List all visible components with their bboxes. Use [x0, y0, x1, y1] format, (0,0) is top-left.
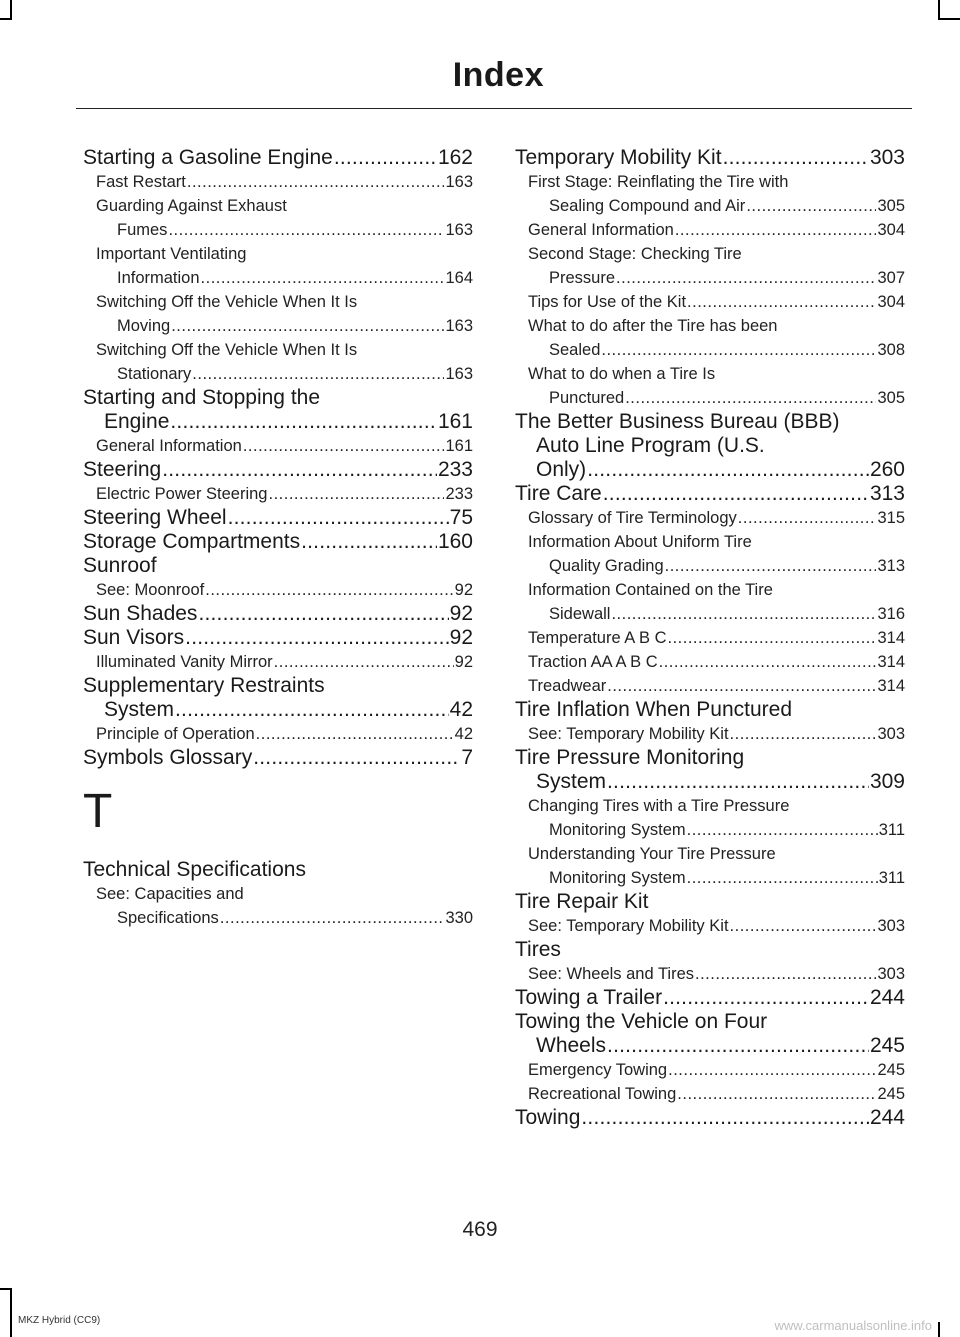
entry-line: [515, 842, 905, 866]
entry-line: [83, 650, 473, 674]
entry-line: [515, 1058, 905, 1082]
index-entry: [83, 858, 473, 882]
index-entry: [515, 482, 905, 506]
entry-text: Sun Shades: [83, 602, 198, 625]
entry-line: [515, 146, 905, 170]
index-entry: [83, 506, 473, 530]
entry-text: Symbols Glossary: [83, 746, 253, 769]
entry-line: [515, 506, 905, 530]
entry-line: [83, 458, 473, 482]
crop-mark: [0, 1288, 12, 1290]
index-column-left: [83, 146, 473, 930]
entry-line: [515, 866, 905, 890]
entry-text: Information: [117, 269, 200, 287]
page-ref: 42: [449, 698, 473, 721]
entry-text: General Information: [96, 437, 242, 455]
dot-leader: [723, 146, 869, 170]
index-entry: [83, 626, 473, 650]
entry-line: [515, 770, 905, 794]
entry-text: Sunroof: [83, 554, 157, 577]
entry-line: [83, 290, 473, 314]
page-ref: 245: [877, 1085, 905, 1103]
page-ref: 311: [878, 869, 905, 887]
entry-line: [515, 914, 905, 938]
page-ref: 163: [445, 365, 473, 383]
index-entry: [515, 1106, 905, 1130]
index-entry: [515, 410, 905, 482]
entry-line: [83, 338, 473, 362]
entry-text: Punctured: [549, 389, 625, 407]
entry-line: [515, 674, 905, 698]
entry-line: [515, 1010, 905, 1034]
index-subentry: [83, 882, 473, 930]
index-subentry: [515, 722, 905, 746]
dot-leader: [611, 602, 876, 626]
entry-text: Starting and Stopping the: [83, 386, 321, 409]
entry-text: Changing Tires with a Tire Pressure: [528, 797, 790, 815]
entry-text: Glossary of Tire Terminology: [528, 509, 737, 527]
page-ref: 314: [877, 629, 905, 647]
index-subentry: [515, 362, 905, 410]
entry-text: Monitoring System: [549, 821, 686, 839]
entry-text: Traction AA A B C: [528, 653, 658, 671]
page-ref: 92: [449, 626, 473, 649]
index-subentry: [83, 650, 473, 674]
entry-line: [515, 1082, 905, 1106]
page-ref: 92: [454, 653, 473, 671]
page-ref: 162: [437, 146, 473, 169]
entry-line: [515, 170, 905, 194]
index-subentry: [83, 482, 473, 506]
entry-text: See: Capacities and: [96, 885, 244, 903]
entry-line: [515, 314, 905, 338]
entry-text: Only): [536, 458, 587, 481]
crop-mark: [10, 0, 12, 18]
entry-text: Tips for Use of the Kit: [528, 293, 687, 311]
entry-line: [515, 434, 905, 458]
index-subentry: [515, 218, 905, 242]
entry-line: [83, 218, 473, 242]
entry-line: [515, 458, 905, 482]
entry-text: Fast Restart: [96, 173, 186, 191]
entry-text: Temperature A B C: [528, 629, 667, 647]
page-ref: 7: [461, 746, 473, 769]
entry-line: [515, 578, 905, 602]
index-column-right: [515, 146, 905, 1130]
crop-mark: [938, 0, 940, 18]
page-ref: 164: [445, 269, 473, 287]
dot-leader: [730, 722, 877, 746]
entry-line: [515, 194, 905, 218]
index-subentry: [515, 506, 905, 530]
entry-line: [83, 146, 473, 170]
dot-leader: [269, 482, 445, 506]
entry-text: Specifications: [117, 909, 219, 927]
page-ref: 245: [877, 1061, 905, 1079]
page-ref: 313: [877, 557, 905, 575]
index-entry: [515, 938, 905, 962]
entry-line: [515, 338, 905, 362]
page-ref: 161: [437, 410, 473, 433]
entry-text: Electric Power Steering: [96, 485, 268, 503]
page-ref: 308: [877, 341, 905, 359]
page-ref: 233: [437, 458, 473, 481]
page-ref: 307: [877, 269, 905, 287]
entry-text: Steering: [83, 458, 162, 481]
entry-line: [515, 938, 905, 962]
dot-leader: [205, 578, 453, 602]
entry-text: First Stage: Reinflating the Tire with: [528, 173, 789, 191]
entry-text: Wheels: [536, 1034, 607, 1057]
page-ref: 163: [445, 173, 473, 191]
dot-leader: [695, 962, 876, 986]
dot-leader: [603, 482, 869, 506]
index-subentry: [83, 338, 473, 386]
entry-text: What to do when a Tire Is: [528, 365, 716, 383]
index-entry: [515, 698, 905, 722]
entry-text: Tire Pressure Monitoring: [515, 746, 745, 769]
entry-line: [515, 818, 905, 842]
dot-leader: [187, 170, 445, 194]
page-ref: 244: [869, 1106, 905, 1129]
page-ref: 315: [877, 509, 905, 527]
index-entry: [83, 458, 473, 482]
index-subentry: [515, 674, 905, 698]
entry-line: [515, 650, 905, 674]
entry-line: [83, 722, 473, 746]
entry-line: [83, 698, 473, 722]
index-entry: [515, 1010, 905, 1058]
entry-line: [515, 242, 905, 266]
entry-line: [83, 314, 473, 338]
entry-line: [83, 362, 473, 386]
crop-mark: [938, 1322, 940, 1337]
entry-line: [83, 882, 473, 906]
index-entry: [515, 890, 905, 914]
title-divider: [76, 108, 912, 109]
entry-line: [83, 530, 473, 554]
dot-leader: [675, 218, 877, 242]
entry-text: System: [104, 698, 175, 721]
dot-leader: [185, 626, 448, 650]
entry-text: System: [536, 770, 607, 793]
index-subentry: [83, 170, 473, 194]
entry-text: Towing a Trailer: [515, 986, 663, 1009]
page-ref: 303: [869, 146, 905, 169]
entry-line: [515, 290, 905, 314]
entry-text: See: Moonroof: [96, 581, 205, 599]
page-ref: 330: [445, 909, 473, 927]
dot-leader: [687, 290, 876, 314]
entry-line: [515, 266, 905, 290]
index-subentry: [515, 962, 905, 986]
page-ref: 161: [445, 437, 473, 455]
page-ref: 316: [877, 605, 905, 623]
entry-text: Sun Visors: [83, 626, 185, 649]
index-subentry: [515, 1082, 905, 1106]
entry-text: What to do after the Tire has been: [528, 317, 778, 335]
index-subentry: [515, 170, 905, 218]
page-ref: 305: [877, 197, 905, 215]
entry-text: Starting a Gasoline Engine: [83, 146, 333, 169]
dot-leader: [198, 602, 448, 626]
entry-line: [83, 554, 473, 578]
page-ref: 244: [869, 986, 905, 1009]
dot-leader: [665, 554, 877, 578]
index-subentry: [515, 530, 905, 578]
entry-text: Understanding Your Tire Pressure: [528, 845, 776, 863]
page-ref: 314: [877, 653, 905, 671]
entry-text: Sidewall: [549, 605, 611, 623]
index-entry: [83, 146, 473, 170]
page-ref: 92: [454, 581, 473, 599]
dot-leader: [171, 314, 444, 338]
dot-leader: [668, 1058, 876, 1082]
entry-line: [515, 722, 905, 746]
dot-leader: [220, 906, 445, 930]
dot-leader: [625, 386, 876, 410]
dot-leader: [175, 698, 449, 722]
index-subentry: [83, 578, 473, 602]
entry-text: Temporary Mobility Kit: [515, 146, 722, 169]
page-ref: 311: [878, 821, 905, 839]
dot-leader: [168, 218, 444, 242]
dot-leader: [192, 362, 444, 386]
dot-leader: [334, 146, 437, 170]
entry-line: [515, 554, 905, 578]
page-ref: 314: [877, 677, 905, 695]
dot-leader: [607, 770, 869, 794]
entry-line: [515, 794, 905, 818]
dot-leader: [687, 866, 878, 890]
entry-line: [83, 602, 473, 626]
entry-text: General Information: [528, 221, 674, 239]
entry-text: Monitoring System: [549, 869, 686, 887]
entry-line: [83, 242, 473, 266]
dot-leader: [687, 818, 878, 842]
entry-text: Sealing Compound and Air: [549, 197, 746, 215]
entry-text: Switching Off the Vehicle When It Is: [96, 341, 358, 359]
entry-line: [515, 386, 905, 410]
page-title: Index: [452, 56, 544, 94]
entry-line: [83, 506, 473, 530]
entry-line: [515, 698, 905, 722]
entry-text: Engine: [104, 410, 170, 433]
page-ref: 260: [869, 458, 905, 481]
entry-line: [515, 410, 905, 434]
index-subentry: [515, 914, 905, 938]
page-ref: 303: [877, 725, 905, 743]
page-ref: 305: [877, 389, 905, 407]
entry-text: Tire Repair Kit: [515, 890, 649, 913]
entry-line: [515, 362, 905, 386]
dot-leader: [730, 914, 877, 938]
dot-leader: [162, 458, 437, 482]
entry-text: Pressure: [549, 269, 616, 287]
entry-text: Moving: [117, 317, 171, 335]
entry-text: Sealed: [549, 341, 601, 359]
page-ref: 42: [454, 725, 473, 743]
index-subentry: [83, 194, 473, 242]
dot-leader: [587, 458, 869, 482]
entry-line: [83, 266, 473, 290]
dot-leader: [738, 506, 877, 530]
index-entry: [515, 986, 905, 1010]
page-ref: 163: [445, 221, 473, 239]
entry-text: Emergency Towing: [528, 1061, 668, 1079]
entry-line: [515, 482, 905, 506]
entry-text: Tires: [515, 938, 561, 961]
index-subentry: [83, 722, 473, 746]
dot-leader: [256, 722, 454, 746]
page-ref: 309: [869, 770, 905, 793]
page-ref: 313: [869, 482, 905, 505]
entry-text: Supplementary Restraints: [83, 674, 325, 697]
entry-line: [83, 194, 473, 218]
entry-line: [83, 170, 473, 194]
entry-line: [515, 530, 905, 554]
index-subentry: [515, 290, 905, 314]
entry-line: [515, 746, 905, 770]
index-subentry: [515, 242, 905, 290]
entry-text: Technical Specifications: [83, 858, 306, 881]
dot-leader: [581, 1106, 869, 1130]
entry-text: Tire Care: [515, 482, 602, 505]
index-subentry: [515, 842, 905, 890]
entry-line: [83, 674, 473, 698]
dot-leader: [228, 506, 449, 530]
entry-line: [515, 962, 905, 986]
page-ref: 160: [437, 530, 473, 553]
index-entry: [83, 674, 473, 722]
index-subentry: [515, 650, 905, 674]
dot-leader: [677, 1082, 876, 1106]
entry-text: Principle of Operation: [96, 725, 255, 743]
index-entry: [83, 554, 473, 578]
entry-line: [83, 482, 473, 506]
page-ref: 303: [877, 917, 905, 935]
entry-text: Quality Grading: [549, 557, 664, 575]
dot-leader: [301, 530, 437, 554]
entry-line: [515, 1106, 905, 1130]
index-entry: [83, 386, 473, 434]
entry-line: [83, 410, 473, 434]
entry-text: Storage Compartments: [83, 530, 301, 553]
index-entry: [83, 602, 473, 626]
page-ref: 303: [877, 965, 905, 983]
page-ref: 75: [449, 506, 473, 529]
index-subentry: [515, 1058, 905, 1082]
page-ref: 233: [445, 485, 473, 503]
entry-text: Second Stage: Checking Tire: [528, 245, 742, 263]
entry-line: [83, 626, 473, 650]
entry-text: Steering Wheel: [83, 506, 227, 529]
entry-line: [515, 602, 905, 626]
dot-leader: [746, 194, 876, 218]
entry-text: See: Wheels and Tires: [528, 965, 694, 983]
entry-text: Towing: [515, 1106, 581, 1129]
entry-text: Stationary: [117, 365, 192, 383]
entry-line: [515, 1034, 905, 1058]
entry-text: Information About Uniform Tire: [528, 533, 752, 551]
watermark-text: www.carmanualsonline.info: [774, 1318, 932, 1333]
dot-leader: [659, 650, 877, 674]
entry-line: [83, 858, 473, 882]
page-ref: 245: [869, 1034, 905, 1057]
dot-leader: [607, 674, 876, 698]
page-ref: 163: [445, 317, 473, 335]
crop-mark: [938, 18, 960, 20]
crop-mark: [0, 18, 12, 20]
entry-text: Recreational Towing: [528, 1085, 677, 1103]
index-subentry: [515, 578, 905, 626]
page-number: 469: [462, 1218, 498, 1241]
entry-line: [83, 746, 473, 770]
index-subentry: [515, 626, 905, 650]
entry-text: Information Contained on the Tire: [528, 581, 773, 599]
dot-leader: [253, 746, 460, 770]
footer-model: MKZ Hybrid (CC9): [18, 1315, 101, 1326]
entry-text: See: Temporary Mobility Kit: [528, 917, 729, 935]
entry-line: [515, 986, 905, 1010]
dot-leader: [243, 434, 445, 458]
dot-leader: [607, 1034, 869, 1058]
entry-text: Switching Off the Vehicle When It Is: [96, 293, 358, 311]
entry-text: Illuminated Vanity Mirror: [96, 653, 273, 671]
dot-leader: [601, 338, 876, 362]
dot-leader: [170, 410, 437, 434]
dot-leader: [274, 650, 454, 674]
index-entry: [83, 530, 473, 554]
entry-text: Guarding Against Exhaust: [96, 197, 287, 215]
index-entry: [515, 146, 905, 170]
index-subentry: [83, 434, 473, 458]
entry-text: Fumes: [117, 221, 168, 239]
index-subentry: [83, 242, 473, 290]
entry-text: The Better Business Bureau (BBB): [515, 410, 840, 433]
entry-text: Towing the Vehicle on Four: [515, 1010, 768, 1033]
dot-leader: [616, 266, 876, 290]
index-subentry: [83, 290, 473, 338]
entry-text: Auto Line Program (U.S.: [536, 434, 765, 457]
section-letter: T: [83, 785, 113, 838]
entry-text: See: Temporary Mobility Kit: [528, 725, 729, 743]
page-ref: 92: [449, 602, 473, 625]
entry-line: [83, 578, 473, 602]
entry-text: Treadwear: [528, 677, 607, 695]
entry-line: [83, 906, 473, 930]
entry-line: [515, 626, 905, 650]
page-ref: 304: [877, 221, 905, 239]
entry-line: [515, 218, 905, 242]
entry-line: [83, 434, 473, 458]
index-subentry: [515, 794, 905, 842]
entry-line: [83, 386, 473, 410]
index-subentry: [515, 314, 905, 362]
page-ref: 304: [877, 293, 905, 311]
index-entry: [515, 746, 905, 794]
entry-line: [515, 890, 905, 914]
dot-leader: [668, 626, 877, 650]
dot-leader: [201, 266, 445, 290]
dot-leader: [663, 986, 869, 1010]
crop-mark: [10, 1288, 12, 1337]
entry-text: Important Ventilating: [96, 245, 247, 263]
index-entry: [83, 746, 473, 770]
entry-text: Tire Inflation When Punctured: [515, 698, 793, 721]
